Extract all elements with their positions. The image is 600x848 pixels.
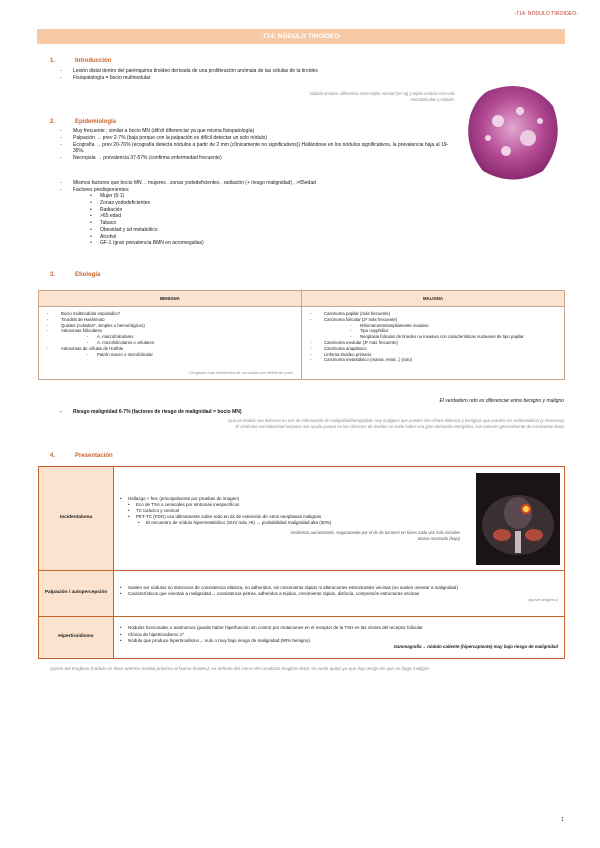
list-item: - Necropsia → prevalencia 37-57% (confirma enfermedad frecuente) (60, 155, 455, 162)
list-item: - Adenomas de células de Hürthle (47, 346, 293, 352)
intro-list (60, 68, 460, 82)
document-title: -T14: NÓDULO TIROIDEO- (37, 29, 565, 44)
challenge-statement: El verdadero reto es diferenciar entre benigno y maligno (439, 398, 564, 404)
histology-image (458, 76, 566, 188)
list-item: - Carcinoma papilar (más frecuente) (310, 311, 556, 317)
row-label-hyperthyroidism: Hipertiroidismo (39, 617, 114, 659)
list-item: • Nódulos funcionales o autónomos (puede haber hiperfunción sin control por mutaciones en el receptor de la TSH en las clones del receptor folicular (120, 625, 558, 631)
presentation-table (38, 466, 565, 659)
list-item: - Neoplasia folicular de tiroides no invasiva con características nucleares de tipo papilar (310, 334, 556, 340)
list-item: - Lesión distal dentro del parénquima tiroideo derivada de una proliferación anómala de las células de la tiroides (60, 68, 460, 75)
malignant-cell (302, 307, 565, 380)
list-item: • GF-1 (gran prevalencia BMN en acromegalias) (90, 240, 360, 247)
list-item: - Fisiopatología = bocio multinodular (60, 75, 460, 82)
list-item: • Nódulo que produce hipertiroidismo→ nulo o muy bajo riesgo de malignidad (90% benigno) (120, 638, 558, 644)
section-heading-etiology: 3. Etiología (50, 272, 101, 278)
list-item: • >65 edad (90, 213, 360, 220)
section-heading-presentation: 4. Presentación (50, 453, 113, 459)
incidentaloma-cell (114, 467, 565, 571)
list-item: • Zonas yododeficientes (90, 200, 360, 207)
list-item: - Quistes (coloides*, simples o hemorrágicos) (47, 323, 293, 329)
benign-note: *Orígenes más frecuentes de un nódulo por déficit de yodo (188, 369, 293, 375)
list-item: - Tipo oxyphilico (310, 328, 556, 334)
row-label-palpation: Palpación / autopercepción (39, 571, 114, 617)
section-heading-intro: 1. Introducción (50, 58, 112, 64)
list-item: • Clínica de hipertiroidismo 1º (120, 632, 558, 638)
palpation-note: (quiste tirogloso) (528, 596, 558, 602)
list-item: • Eco de TSA o cervicales por síntomas inespecíficos (120, 502, 460, 508)
list-item: - Patrón macro o microfolicular (47, 352, 293, 358)
list-item: - Palpación → prev 2-7% (baja porque con la palpación es difícil detectar un solo nódulo) (60, 135, 455, 142)
list-item: • Radiación (90, 207, 360, 214)
malignancy-risk (60, 409, 460, 416)
list-item: - Adenomas foliculares (47, 328, 293, 334)
palpation-cell (114, 571, 565, 617)
list-item: - Riesgo malignidad 6-7% (factores de riesgo de malignidad = bocio MN) (60, 409, 460, 416)
footnote-thyroglossal-cyst: Quiste del tirogloso (nódulo en línea anterior medial próxima al hueso hioides); se defecto del cierre del conducto tirogloso fetal; se suele quitar ya que hay riesgo de que se haga maligno (50, 666, 429, 671)
list-item: • Característicos que orientan a malignidad→ consistencia pétrea, adheridos a tejidos, crecimiento rápido, disfonía, compresión estructuras vecinas (120, 591, 558, 597)
list-item: • Mujer (6:1) (90, 193, 360, 200)
column-header-benign: BENIGNA (39, 291, 302, 307)
list-item: - Ecografía → prev 20-76% (ecografía detecta nódulos a partir de 2 mm (clínicamente no significativos)) Hallándose en los nódulos significativos, la prevalencia baja al 19-35%. (60, 142, 455, 156)
list-item: • Hallazgo + frec (principalmente por pruebas de imagen) (120, 496, 460, 502)
section-heading-epidemiology: 2. Epidemiología (50, 119, 117, 125)
list-item: - Factores predisponentes: (60, 187, 460, 194)
list-item: - A. macrofoliculares (47, 334, 293, 340)
list-item: - Carcinoma folicular (2º más frecuente) (310, 317, 556, 323)
list-item: - Mismos factores que bocio MN→ mujeres , zonas yododeficientes , radiación (+ riesgo malignidad) , >65edad (60, 180, 460, 187)
list-item: - Carcinoma metastásico (mama, renal...) (raro) (310, 357, 556, 363)
list-item: - Bocio multinodular esporádico* (47, 311, 293, 317)
malignancy-note: Que un nódulo sea doloroso no nos da información de malignidad/benignidad. Hay malignos que pueden dar clínica dolorosa y benignos que pueden ser asintomáticos (y viceversa). El síndrome constitucional tampoco nos ayuda porque en los cánceres de tiroides no suele haber una gran demanda energética, son tumores generalmente de crecimiento lento. (228, 418, 565, 429)
risk-factors-list (60, 180, 460, 194)
incidentaloma-note-2: Mama mostrada (baja) (417, 535, 460, 541)
list-item: • Obesidad y sd metabólico (90, 227, 360, 234)
page-number: 1 (561, 817, 564, 824)
column-header-malignant: MALIGNA (302, 291, 565, 307)
histology-caption: Nódulo tiroideo: diferencia entre tejido normal (rel sq) y tejido nodular con más microfolículos y coloide. (309, 91, 455, 102)
list-item: • El encuentro de nódulo hipermetabólico (SUV máx >5) → probabilidad malignidad alta (30%) (120, 520, 460, 526)
list-item: - Muy frecuente ; similar a bocio MN (difícil diferenciar ya que misma fisiopatología) (60, 128, 455, 135)
row-label-incidentaloma: Incidentaloma (39, 467, 114, 571)
list-item: • Alcohol (90, 234, 360, 241)
list-item: - Linfoma tiroideo primario (310, 352, 556, 358)
list-item: • Suelen ser nódulos no dolorosos de consistencia elástica, no adheridos, sin crecimiento rápido ni alteraciones estructurales vecinas (no suelen orientar a malignidad) (120, 585, 558, 591)
hyperthyroidism-cell (114, 617, 565, 659)
list-item: - Mínimamente/ampliamente invasivo (310, 323, 556, 329)
running-header: -T14: NÓDULO TIROIDEO- (514, 11, 578, 17)
list-item: • TC torácico y cervical (120, 508, 460, 514)
predisposing-factors (60, 193, 360, 247)
benign-cell (39, 307, 302, 380)
incidentaloma-note: Incidencia aumentando, seguramente por el dx de tumores en fases cada vez más iniciales (290, 529, 460, 535)
list-item: • PET-TC (FDG) uso ultimamente sobre todo en dx de extensión de otros neoplasias malignas (120, 514, 460, 520)
list-item: - A. microfoliculares o celulares (47, 340, 293, 346)
gammagraphy-note: Gammagrafía→ nódulo caliente (hipercaptante) muy bajo riesgo de malignidad (393, 643, 558, 649)
list-item: - Carcinoma anaplásico (310, 346, 556, 352)
etiology-table (38, 290, 565, 380)
list-item: - Tiroiditis de Hashimoto (47, 317, 293, 323)
pet-ct-image (476, 473, 560, 565)
list-item: • Tabaco (90, 220, 360, 227)
list-item: - Carcinoma medular (3º más frecuente) (310, 340, 556, 346)
epidemiology-list (60, 128, 455, 162)
